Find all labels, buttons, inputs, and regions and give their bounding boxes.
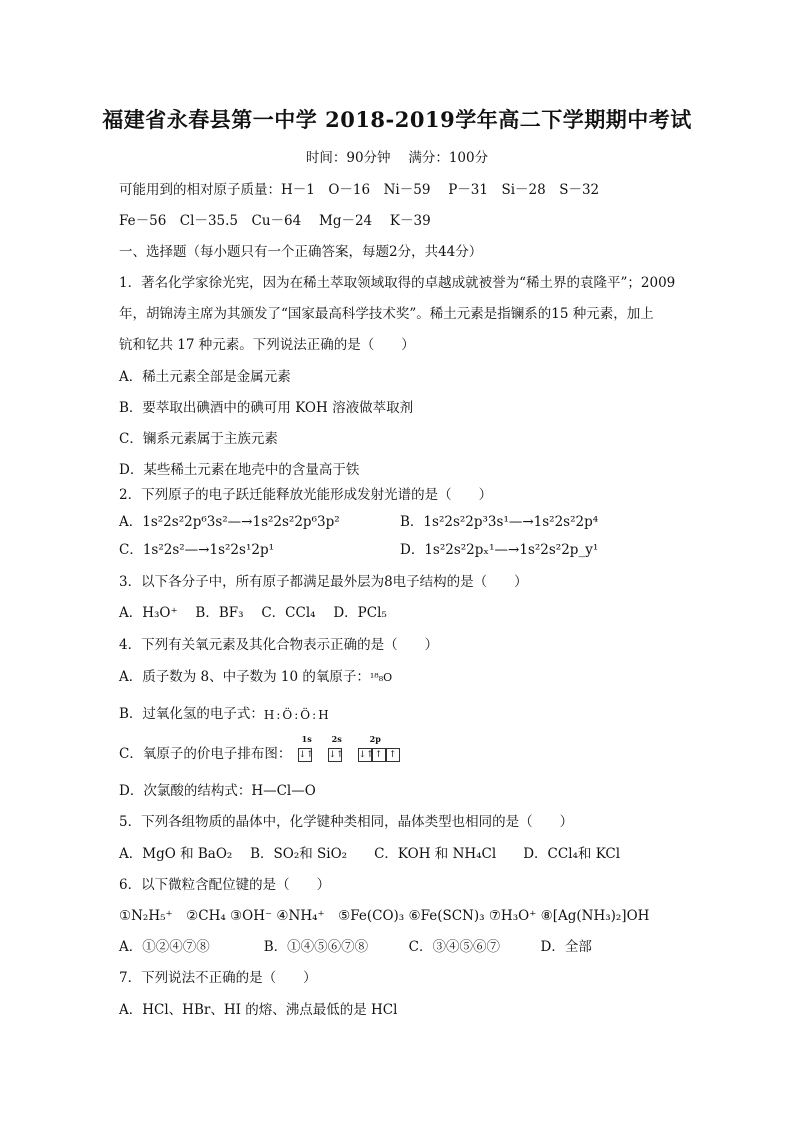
q4-option-b-text: B．过氧化氢的电子式： [119, 706, 264, 722]
q1-stem-line-2: 年，胡锦涛主席为其颁发了“国家最高科学技术奖”。稀土元素是指镧系的15 种元素，加上 [119, 306, 654, 322]
orbital-box-2s: ↓↑ [328, 749, 344, 760]
q1-option-d: D．某些稀土元素在地壳中的含量高于铁 [119, 462, 360, 478]
h2o2-electron-formula: H:Ö:Ö:H [263, 707, 331, 722]
exam-title: 福建省永春县第一中学 2018-2019学年高二下学期期中考试 [102, 107, 692, 132]
q1-option-b: B．要萃取出碘酒中的碘可用 KOH 溶液做萃取剂 [119, 400, 414, 416]
q6-stem: 6．以下微粒含配位键的是（ ） [119, 877, 331, 893]
q4-option-d: D．次氯酸的结构式：H—Cl—O [119, 783, 316, 799]
q1-option-a: A．稀土元素全部是金属元素 [119, 369, 291, 385]
q4-option-a-text: A．质子数为 8、中子数为 10 的氧原子： [119, 669, 370, 685]
q7-stem: 7．下列说法不正确的是（ ） [119, 970, 317, 986]
q7-option-a: A．HCl、HBr、HI 的熔、沸点最低的是 HCl [119, 1002, 398, 1018]
q1-option-c: C．镧系元素属于主族元素 [119, 431, 278, 447]
orbital-box-2p-1: ↓↑ [358, 749, 374, 760]
orbital-box-2p-3: ↑ [386, 748, 400, 762]
q2-option-d: D．1s²2s²2pₓ¹—→1s²2s²2p_y¹ [400, 542, 599, 558]
q2-stem: 2．下列原子的电子跃迁能释放光能形成发射光谱的是（ ） [119, 487, 493, 503]
oxygen-isotope-symbol: ¹⁸₈O [369, 671, 393, 684]
q4-stem: 4．下列有关氧元素及其化合物表示正确的是（ ） [119, 637, 439, 653]
section-heading: 一、选择题（每小题只有一个正确答案，每题2分，共44分） [119, 244, 483, 260]
q4-option-a [119, 665, 392, 685]
q6-options: A．①②④⑦⑧ B．①④⑤⑥⑦⑧ C．③④⑤⑥⑦ D．全部 [119, 939, 592, 955]
orbital-box-2p-2: ↑ [372, 748, 386, 762]
q2-option-b: B．1s²2s²2p³3s¹—→1s²2s²2p⁴ [400, 514, 599, 530]
q2-option-a: A．1s²2s²2p⁶3s²—→1s²2s²2p⁶3p² [119, 514, 340, 530]
q2-option-c: C．1s²2s²—→1s²2s¹2p¹ [119, 542, 274, 558]
orbital-box-1s: ↓↑ [298, 749, 314, 760]
q4-option-b [119, 702, 331, 722]
orbital-label-2p: 2p [369, 733, 381, 744]
q3-stem: 3．以下各分子中，所有原子都满足最外层为8电子结构的是（ ） [119, 574, 528, 590]
q6-items: ①N₂H₅⁺ ②CH₄ ③OH⁻ ④NH₄⁺ ⑤Fe(CO)₃ ⑥Fe(SCN)₃ ⑦H₃O⁺ ⑧[Ag(NH₃)₂]OH [119, 908, 650, 924]
atomic-mass-line-1: 可能用到的相对原子质量：H－1 O－16 Ni－59 P－31 Si－28 S－32 [119, 182, 600, 198]
atomic-mass-line-2: Fe－56 Cl－35.5 Cu－64 Mg－24 K－39 [119, 213, 431, 229]
q4-option-c-text: C．氧原子的价电子排布图： [119, 746, 292, 762]
orbital-label-2s: 2s [331, 733, 342, 744]
q1-stem-line-1: 1．著名化学家徐光宪，因为在稀土萃取领域取得的卓越成就被誉为“稀土界的袁隆平”；2009 [119, 275, 676, 291]
q3-options: A．H₃O⁺ B．BF₃ C．CCl₄ D．PCl₅ [119, 605, 387, 621]
q4-option-c [119, 733, 406, 764]
orbital-diagram [296, 733, 406, 764]
exam-time-score: 时间：90分钟 满分：100分 [305, 150, 489, 166]
q1-stem-line-3: 钪和钇共 17 种元素。下列说法正确的是（ ） [119, 337, 415, 353]
q5-stem: 5．下列各组物质的晶体中，化学键种类相同，晶体类型也相同的是（ ） [119, 814, 574, 830]
q5-options: A．MgO 和 BaO₂ B．SO₂和 SiO₂ C．KOH 和 NH₄Cl D．CCl₄和 KCl [119, 846, 621, 862]
orbital-label-1s: 1s [301, 733, 312, 744]
